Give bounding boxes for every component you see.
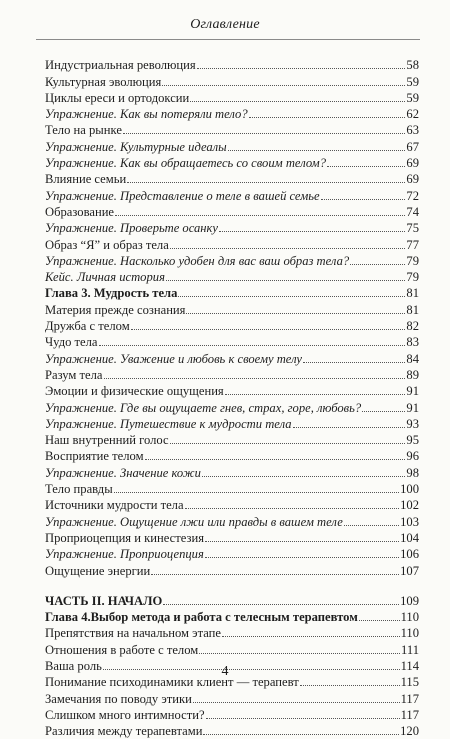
- toc-entry: [45, 171, 419, 187]
- toc-entry-page: 117: [400, 691, 419, 706]
- dot-leader: [115, 215, 405, 216]
- toc-entry-page: 75: [406, 221, 419, 236]
- toc-entry-page: 83: [406, 335, 419, 350]
- toc-entry: [45, 90, 419, 106]
- toc-entry-title: Кейс. Личная история: [45, 270, 165, 285]
- toc-entry-title: Препятствия на начальном этапе: [45, 626, 221, 641]
- running-header: Оглавление: [190, 17, 260, 32]
- toc-entry-title: Индустриальная революция: [45, 58, 196, 73]
- dot-leader: [202, 476, 406, 477]
- dot-leader: [193, 702, 400, 703]
- toc-entry: [45, 122, 419, 138]
- toc-entry-page: 69: [406, 172, 419, 187]
- toc-entry-page: 79: [406, 270, 419, 285]
- dot-leader: [190, 101, 405, 102]
- toc-entry-title: Циклы ереси и ортодоксии: [45, 90, 190, 105]
- toc-entry: [45, 236, 419, 252]
- toc-entry-page: 79: [406, 253, 419, 268]
- toc-entry: [45, 269, 419, 285]
- toc-entry-title: Чудо тела: [45, 335, 98, 350]
- toc-entry: [45, 334, 419, 350]
- toc-entry-page: 96: [406, 449, 419, 464]
- toc-entry-page: 81: [406, 286, 419, 301]
- dot-leader: [170, 443, 406, 444]
- header-rule: [36, 39, 420, 40]
- dot-leader: [303, 362, 405, 363]
- toc-entry-title: Упражнение. Как вы потеряли тело?: [45, 107, 248, 122]
- toc-entry-title: Понимание психодинамики клиент — терапевт: [45, 675, 299, 690]
- toc-entry-title: Ощущение энергии: [45, 563, 151, 578]
- toc-entry: [45, 497, 419, 513]
- dot-leader: [185, 508, 400, 509]
- toc-entry-title: Влияние семьи: [45, 172, 127, 187]
- toc-entry: [45, 57, 419, 73]
- toc-entry: [45, 416, 419, 432]
- table-of-contents: [45, 57, 419, 739]
- toc-entry-page: 120: [400, 724, 419, 739]
- toc-entry-title: Упражнение. Как вы обращаетесь со своим телом?: [45, 156, 326, 171]
- toc-entry-title: Эмоции и физические ощущения: [45, 384, 224, 399]
- toc-entry-title: Глава 4.Выбор метода и работа с телесным терапевтом: [45, 610, 358, 625]
- dot-leader: [205, 541, 399, 542]
- dot-leader: [166, 280, 405, 281]
- toc-entry-title: Культурная эволюция: [45, 74, 162, 89]
- toc-entry-title: ЧАСТЬ II. НАЧАЛО: [45, 593, 163, 608]
- dot-leader: [99, 345, 406, 346]
- toc-entry-page: 63: [406, 123, 419, 138]
- dot-leader: [206, 718, 400, 719]
- dot-leader: [225, 394, 406, 395]
- toc-entry-page: 58: [406, 58, 419, 73]
- toc-entry-title: Упражнение. Культурные идеалы: [45, 139, 227, 154]
- toc-entry-title: Проприоцепция и кинестезия: [45, 530, 204, 545]
- toc-entry-title: Упражнение. Насколько удобен для вас ваш образ тела?: [45, 253, 350, 268]
- dot-leader: [362, 411, 405, 412]
- toc-entry-page: 91: [406, 384, 419, 399]
- toc-entry: [45, 609, 419, 625]
- dot-leader: [321, 199, 406, 200]
- toc-entry-title: Упражнение. Значение кожи: [45, 465, 201, 480]
- toc-entry: [45, 432, 419, 448]
- toc-entry-page: 100: [400, 482, 419, 497]
- toc-entry-page: 74: [406, 204, 419, 219]
- toc-entry-page: 117: [400, 707, 419, 722]
- toc-entry-page: 81: [406, 302, 419, 317]
- toc-entry-page: 111: [401, 642, 419, 657]
- toc-entry: [45, 204, 419, 220]
- toc-entry-page: 67: [406, 139, 419, 154]
- toc-entry-page: 102: [400, 498, 419, 513]
- dot-leader: [145, 459, 406, 460]
- toc-entry-title: Упражнение. Путешествие к мудрости тела: [45, 416, 292, 431]
- toc-entry-title: Упражнение. Уважение и любовь к своему телу: [45, 351, 303, 366]
- dot-leader: [222, 636, 400, 637]
- toc-entry-title: Упражнение. Проприоцепция: [45, 547, 204, 562]
- dot-leader: [151, 574, 399, 575]
- toc-entry: [45, 530, 419, 546]
- toc-entry-page: 69: [406, 156, 419, 171]
- section-spacer: [45, 579, 419, 593]
- toc-entry-title: Образ “Я” и образ тела: [45, 237, 169, 252]
- toc-entry: [45, 187, 419, 203]
- dot-leader: [228, 150, 406, 151]
- toc-entry-title: Наш внутренний голос: [45, 433, 169, 448]
- dot-leader: [163, 604, 399, 605]
- toc-entry-page: 89: [406, 367, 419, 382]
- toc-entry-title: Тело на рынке: [45, 123, 122, 138]
- toc-entry-page: 93: [406, 416, 419, 431]
- toc-entry-page: 82: [406, 319, 419, 334]
- page-number: 4: [221, 664, 229, 679]
- toc-entry-title: Глава 3. Мудрость тела: [45, 286, 178, 301]
- toc-entry: [45, 625, 419, 641]
- toc-entry: [45, 155, 419, 171]
- toc-entry-title: Упражнение. Где вы ощущаете гнев, страх, горе, любовь?: [45, 400, 362, 415]
- toc-entry: [45, 301, 419, 317]
- toc-entry-title: Ваша роль: [45, 658, 102, 673]
- toc-entry: [45, 513, 419, 529]
- toc-entry-page: 103: [400, 514, 419, 529]
- toc-entry-page: 95: [406, 433, 419, 448]
- toc-entry: [45, 593, 419, 609]
- dot-leader: [127, 182, 405, 183]
- toc-entry-page: 59: [406, 74, 419, 89]
- toc-entry-title: Упражнение. Представление о теле в вашей семье: [45, 188, 320, 203]
- dot-leader: [205, 557, 399, 558]
- toc-entry-page: 115: [400, 675, 419, 690]
- dot-leader: [359, 620, 400, 621]
- toc-entry-page: 110: [400, 626, 419, 641]
- toc-entry: [45, 106, 419, 122]
- toc-entry: [45, 464, 419, 480]
- toc-entry: [45, 481, 419, 497]
- toc-entry-page: 77: [406, 237, 419, 252]
- toc-entry-page: 98: [406, 465, 419, 480]
- toc-entry-title: Разум тела: [45, 367, 103, 382]
- dot-leader: [162, 85, 405, 86]
- toc-entry: [45, 399, 419, 415]
- toc-entry-title: Отношения в работе с телом: [45, 642, 199, 657]
- toc-entry: [45, 546, 419, 562]
- dot-leader: [293, 427, 406, 428]
- toc-entry-page: 62: [406, 107, 419, 122]
- toc-entry-page: 104: [400, 530, 419, 545]
- dot-leader: [327, 166, 405, 167]
- dot-leader: [131, 329, 406, 330]
- dot-leader: [170, 248, 406, 249]
- dot-leader: [197, 68, 406, 69]
- dot-leader: [199, 653, 400, 654]
- toc-entry-title: Образование: [45, 204, 115, 219]
- toc-entry-title: Различия между терапевтами: [45, 724, 203, 739]
- dot-leader: [104, 378, 406, 379]
- dot-leader: [300, 685, 400, 686]
- toc-entry-page: 106: [400, 547, 419, 562]
- dot-leader: [178, 296, 405, 297]
- toc-entry: [45, 641, 419, 657]
- toc-entry-page: 72: [406, 188, 419, 203]
- toc-entry-title: Слишком много интимности?: [45, 707, 205, 722]
- toc-entry-page: 84: [406, 351, 419, 366]
- toc-entry-title: Материя прежде сознания: [45, 302, 186, 317]
- toc-entry-title: Упражнение. Ощущение лжи или правды в вашем теле: [45, 514, 343, 529]
- toc-entry-title: Источники мудрости тела: [45, 498, 184, 513]
- toc-entry: [45, 220, 419, 236]
- toc-entry: [45, 253, 419, 269]
- dot-leader: [123, 133, 406, 134]
- toc-entry: [45, 383, 419, 399]
- toc-entry: [45, 73, 419, 89]
- toc-entry-page: 107: [400, 563, 419, 578]
- toc-entry: [45, 690, 419, 706]
- toc-entry-page: 110: [400, 610, 419, 625]
- toc-entry: [45, 138, 419, 154]
- toc-entry-title: Замечания по поводу этики: [45, 691, 192, 706]
- dot-leader: [114, 492, 399, 493]
- toc-entry: [45, 367, 419, 383]
- toc-entry: [45, 318, 419, 334]
- toc-entry-title: Упражнение. Проверьте осанку: [45, 221, 219, 236]
- dot-leader: [249, 117, 406, 118]
- dot-leader: [344, 525, 399, 526]
- dot-leader: [203, 734, 399, 735]
- toc-entry: [45, 562, 419, 578]
- toc-entry-page: 109: [400, 593, 419, 608]
- dot-leader: [219, 231, 405, 232]
- toc-entry: [45, 723, 419, 739]
- toc-entry-title: Дружба с телом: [45, 319, 130, 334]
- dot-leader: [350, 264, 405, 265]
- toc-entry: [45, 285, 419, 301]
- toc-entry: [45, 448, 419, 464]
- toc-entry: [45, 350, 419, 366]
- toc-entry: [45, 707, 419, 723]
- toc-entry-page: 59: [406, 90, 419, 105]
- toc-entry-page: 114: [400, 658, 419, 673]
- toc-entry-page: 91: [406, 400, 419, 415]
- dot-leader: [186, 313, 405, 314]
- toc-entry-title: Восприятие телом: [45, 449, 144, 464]
- toc-entry-title: Тело правды: [45, 482, 113, 497]
